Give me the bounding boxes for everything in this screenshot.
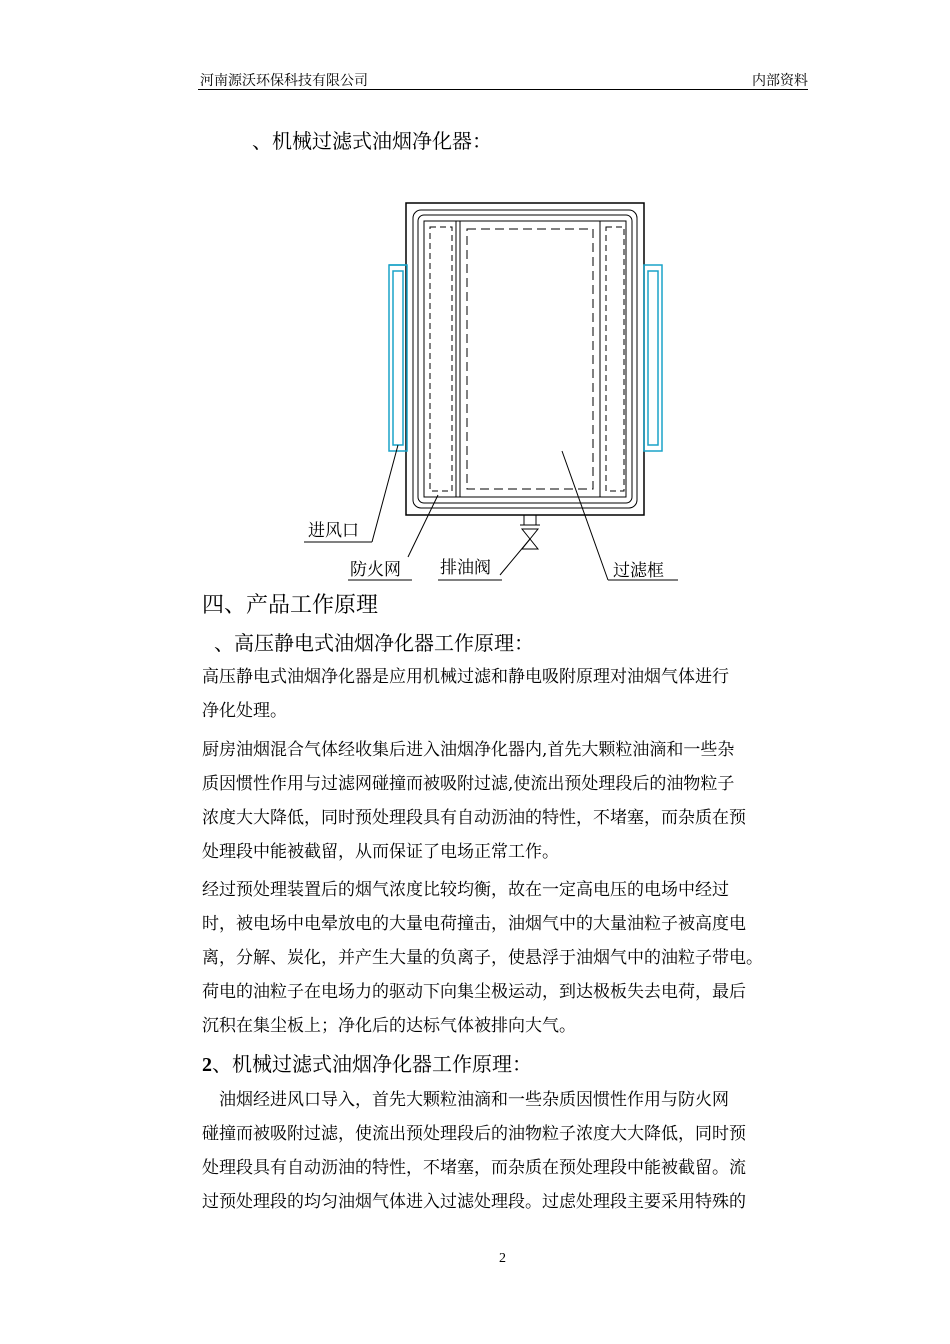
section-title: 四、产品工作原理 xyxy=(202,593,379,618)
filter-diagram-svg xyxy=(300,195,690,585)
text-line: 碰撞而被吸附过滤，使流出预处理段后的油物粒子浓度大大降低，同时预 xyxy=(202,1124,746,1144)
subsection-2-title-text: 、机械过滤式油烟净化器工作原理： xyxy=(212,1052,532,1076)
housing-inner xyxy=(413,210,637,508)
left-handle xyxy=(389,265,407,451)
subsection-2-number: 2 xyxy=(202,1054,212,1076)
sub1-paragraph-1 xyxy=(202,660,814,728)
label-filter-frame: 过滤框 xyxy=(613,561,664,581)
right-handle xyxy=(644,265,662,451)
subsection-1-title: 、高压静电式油烟净化器工作原理： xyxy=(214,631,534,655)
subsection-2-title xyxy=(202,1048,532,1077)
sub1-paragraph-3 xyxy=(202,873,814,1043)
right-panel-outer xyxy=(600,221,626,497)
text-line: 处理段中能被截留，从而保证了电场正常工作。 xyxy=(202,842,559,862)
filter-frame-outer xyxy=(460,221,600,497)
text-line: 经过预处理装置后的烟气浓度比较均衡，故在一定高电压的电场中经过 xyxy=(202,880,729,900)
label-fire-screen: 防火网 xyxy=(350,560,401,580)
drain-valve xyxy=(520,515,540,549)
label-inlet: 进风口 xyxy=(308,521,359,541)
text-line: 处理段具有自动沥油的特性，不堵塞，而杂质在预处理段中能被截留。流 xyxy=(202,1158,746,1178)
filter-diagram xyxy=(300,195,690,585)
label-drain-valve: 排油阀 xyxy=(440,558,491,578)
text-line: 浓度大大降低，同时预处理段具有自动沥油的特性，不堵塞，而杂质在预 xyxy=(202,808,746,828)
housing-outer xyxy=(406,203,644,515)
header-rule xyxy=(198,89,808,90)
sub2-paragraph-1 xyxy=(202,1083,814,1219)
text-line: 沉积在集尘板上；净化后的达标气体被排向大气。 xyxy=(202,1016,576,1036)
text-line: 油烟经进风口导入，首先大颗粒油滴和一些杂质因惯性作用与防火网 xyxy=(202,1090,729,1110)
text-line: 时，被电场中电晕放电的大量电荷撞击，油烟气中的大量油粒子被高度电 xyxy=(202,914,746,934)
page-number: 2 xyxy=(499,1251,506,1266)
header-label: 内部资料 xyxy=(752,73,808,89)
figure-title: 、机械过滤式油烟净化器： xyxy=(252,129,492,153)
text-line: 厨房油烟混合气体经收集后进入油烟净化器内,首先大颗粒油滴和一些杂 xyxy=(202,740,735,760)
filter-frame-dashed xyxy=(467,229,593,489)
header-company: 河南源沃环保科技有限公司 xyxy=(200,73,368,89)
text-line: 离，分解、炭化，并产生大量的负离子，使悬浮于油烟气中的油粒子带电。 xyxy=(202,948,763,968)
text-line: 荷电的油粒子在电场力的驱动下向集尘极运动，到达极板失去电荷，最后 xyxy=(202,982,746,1002)
text-line: 过预处理段的均匀油烟气体进入过滤处理段。过虑处理段主要采用特殊的 xyxy=(202,1192,746,1212)
sub1-paragraph-2 xyxy=(202,733,814,869)
fire-screen-dashed xyxy=(430,227,452,491)
fire-screen-outer xyxy=(424,221,460,497)
text-line: 净化处理。 xyxy=(202,701,287,721)
right-panel-dashed xyxy=(606,227,624,491)
text-line: 质因惯性作用与过滤网碰撞而被吸附过滤,使流出预处理段后的油物粒子 xyxy=(202,774,735,794)
text-line: 高压静电式油烟净化器是应用机械过滤和静电吸附原理对油烟气体进行 xyxy=(202,667,729,687)
